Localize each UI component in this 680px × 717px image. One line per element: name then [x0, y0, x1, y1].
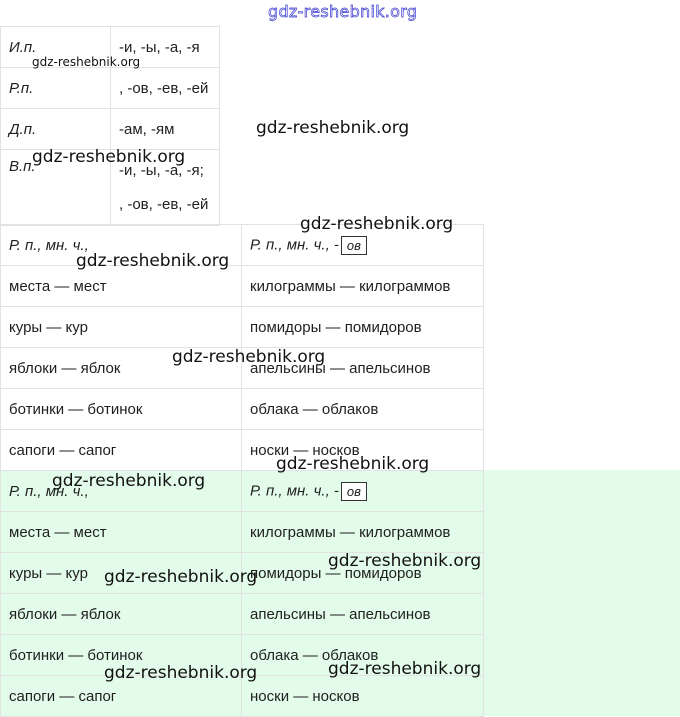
watermark-text: gdz-reshebnik.org	[328, 659, 482, 679]
watermark-text: gdz-reshebnik.org	[300, 214, 454, 234]
watermark-text: gdz-reshebnik.org	[256, 118, 410, 138]
header-left: Р. п., мн. ч.,	[1, 225, 242, 266]
word-pair: места — мест	[1, 512, 242, 553]
ending-box: ов	[341, 236, 367, 255]
header-right	[242, 225, 484, 266]
case-endings: -ам, -ям	[111, 109, 220, 150]
case-label: И.п.	[1, 27, 111, 68]
word-pair: облака — облаков	[242, 635, 484, 676]
word-pair: помидоры — помидоров	[242, 307, 484, 348]
word-pair: ботинки — ботинок	[1, 635, 242, 676]
watermark-text: gdz-reshebnik.org	[172, 347, 326, 367]
word-pair: носки — носков	[242, 676, 484, 717]
word-pair: носки — носков	[242, 430, 484, 471]
watermark-text: gdz-reshebnik.org	[276, 454, 430, 474]
case-label: В.п.	[1, 150, 111, 226]
case-endings: -и, -ы, -а, -я	[111, 27, 220, 68]
word-pair: куры — кур	[1, 553, 242, 594]
watermark-text: gdz-reshebnik.org	[104, 663, 258, 683]
header-right	[242, 471, 484, 512]
word-pair: килограммы — килограммов	[242, 266, 484, 307]
case-endings-table	[0, 26, 220, 226]
plural-table-task	[0, 224, 484, 471]
case-ending-line: -и, -ы, -а, -я;	[119, 161, 204, 179]
watermark-text: gdz-reshebnik.org	[32, 55, 141, 69]
word-pair: яблоки — яблок	[1, 594, 242, 635]
watermark-text: gdz-reshebnik.org	[32, 147, 186, 167]
word-pair: апельсины — апельсинов	[242, 594, 484, 635]
word-pair: куры — кур	[1, 307, 242, 348]
word-pair: килограммы — килограммов	[242, 512, 484, 553]
case-ending-line: , -ов, -ев, -ей	[119, 195, 209, 213]
word-pair: яблоки — яблок	[1, 348, 242, 389]
word-pair: сапоги — сапог	[1, 430, 242, 471]
word-pair: облака — облаков	[242, 389, 484, 430]
watermark-text: gdz-reshebnik.org	[76, 251, 230, 271]
site-watermark: gdz-reshebnik.org	[268, 2, 418, 21]
word-pair: апельсины — апельсинов	[242, 348, 484, 389]
case-label: Р.п.	[1, 68, 111, 109]
header-right-label: Р. п., мн. ч., -	[250, 481, 339, 499]
plural-table-answer	[0, 470, 484, 717]
ending-box: ов	[341, 482, 367, 501]
case-endings	[111, 150, 220, 226]
header-right-label: Р. п., мн. ч., -	[250, 235, 339, 253]
watermark-text: gdz-reshebnik.org	[104, 567, 258, 587]
watermark-text: gdz-reshebnik.org	[52, 471, 206, 491]
watermark-text: gdz-reshebnik.org	[328, 551, 482, 571]
case-label: Д.п.	[1, 109, 111, 150]
word-pair: места — мест	[1, 266, 242, 307]
word-pair: сапоги — сапог	[1, 676, 242, 717]
word-pair: помидоры — помидоров	[242, 553, 484, 594]
header-left: Р. п., мн. ч.,	[1, 471, 242, 512]
case-endings: , -ов, -ев, -ей	[111, 68, 220, 109]
word-pair: ботинки — ботинок	[1, 389, 242, 430]
